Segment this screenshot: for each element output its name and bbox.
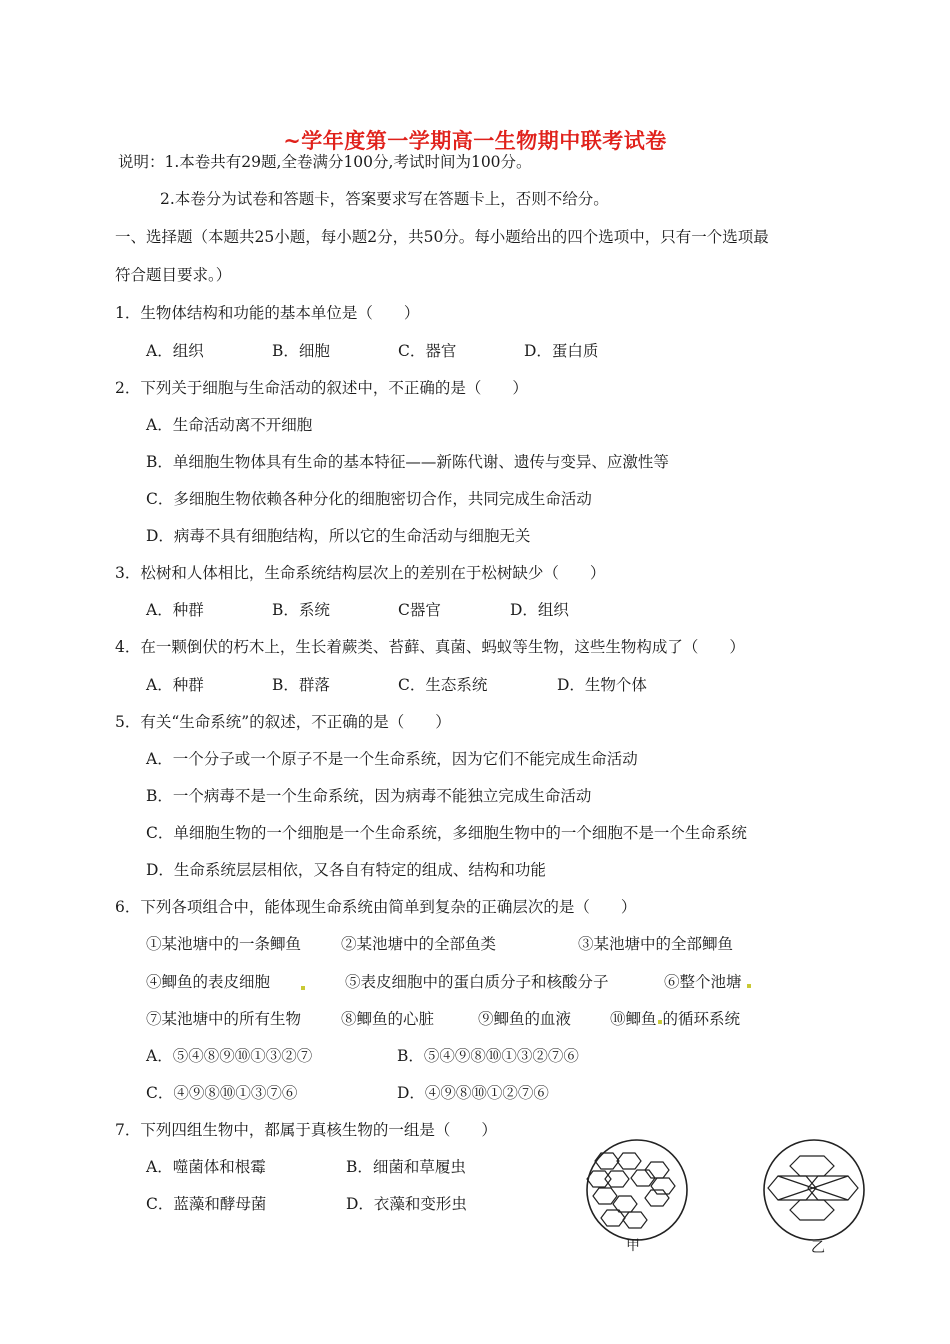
question-6-item-10: [610, 1009, 740, 1029]
question-6-item-8: ⑧鲫鱼的心脏: [341, 1010, 435, 1028]
question-6-item-6: ⑥整个池塘: [664, 973, 742, 991]
question-6-item-4: ④鲫鱼的表皮细胞: [146, 973, 271, 991]
question-3-option-d: D．组织: [510, 601, 569, 619]
question-1-option-b: B．细胞: [272, 342, 330, 360]
question-4-stem: 4．在一颗倒伏的朽木上，生长着蕨类、苔藓、真菌、蚂蚁等生物，这些生物构成了（ ）: [115, 638, 745, 656]
question-4-option-c: C．生态系统: [398, 676, 488, 694]
question-7-option-b: B．细菌和草履虫: [346, 1158, 466, 1176]
question-6-item-3: ③某池塘中的全部鲫鱼: [578, 935, 734, 953]
question-7-option-a: A．噬菌体和根霉: [146, 1158, 266, 1176]
question-3-stem: 3．松树和人体相比，生命系统结构层次上的差别在于松树缺少（ ）: [115, 564, 606, 582]
stray-mark: [658, 1020, 662, 1024]
question-6-item-7: ⑦某池塘中的所有生物: [146, 1010, 302, 1028]
figure-right-circle-with-hexagons: [760, 1138, 868, 1242]
question-7-option-c: C．蓝藻和酵母菌: [146, 1195, 267, 1213]
question-6-stem: 6．下列各项组合中，能体现生命系统由简单到复杂的正确层次的是（ ）: [115, 898, 637, 916]
stray-mark: [747, 984, 751, 988]
question-6-item-2: ②某池塘中的全部鱼类: [341, 935, 497, 953]
question-3-option-a: A．种群: [146, 601, 204, 619]
question-2-option-d: D．病毒不具有细胞结构，所以它的生命活动与细胞无关: [146, 527, 531, 545]
figure-left-label: 甲: [626, 1238, 640, 1254]
question-3-option-c: C器官: [398, 601, 441, 619]
question-1-option-a: A．组织: [146, 342, 204, 360]
question-4-option-b: B．群落: [272, 676, 330, 694]
section-heading-line-1: 一、选择题（本题共25小题，每小题2分，共50分。每小题给出的四个选项中，只有一个选项最: [115, 228, 769, 246]
question-5-stem: 5．有关“生命系统”的叙述，不正确的是（ ）: [115, 713, 451, 731]
question-1-option-c: C．器官: [398, 342, 457, 360]
figure-left-circle-with-hexagons: [583, 1138, 691, 1242]
question-2-option-c: C．多细胞生物依赖各种分化的细胞密切合作，共同完成生命活动: [146, 490, 592, 508]
question-6-item-10-part-a: ⑩鲫鱼: [610, 1010, 657, 1028]
question-6-option-a: A．⑤④⑧⑨⑩①③②⑦: [146, 1047, 313, 1065]
question-2-stem: 2．下列关于细胞与生命活动的叙述中，不正确的是（ ）: [115, 379, 528, 397]
question-7-stem: 7．下列四组生物中，都属于真核生物的一组是（ ）: [115, 1121, 497, 1139]
question-1-option-d: D．蛋白质: [524, 342, 599, 360]
question-5-option-a: A．一个分子或一个原子不是一个生命系统，因为它们不能完成生命活动: [146, 750, 638, 768]
question-6-option-b: B．⑤④⑨⑧⑩①③②⑦⑥: [397, 1047, 579, 1065]
question-5-option-d: D．生命系统层层相依，又各自有特定的组成、结构和功能: [146, 861, 546, 879]
question-2-option-b: B．单细胞生物体具有生命的基本特征——新陈代谢、遗传与变异、应激性等: [146, 453, 669, 471]
section-heading-line-2: 符合题目要求。）: [115, 266, 232, 284]
question-6-item-5: ⑤表皮细胞中的蛋白质分子和核酸分子: [345, 973, 609, 991]
question-6-item-1: ①某池塘中的一条鲫鱼: [146, 935, 302, 953]
question-6-item-9: ⑨鲫鱼的血液: [478, 1010, 572, 1028]
question-6-option-c: C．④⑨⑧⑩①③⑦⑥: [146, 1084, 298, 1102]
question-1-stem: 1．生物体结构和功能的基本单位是（ ）: [115, 304, 420, 322]
question-6-item-10-part-b: 的循环系统: [662, 1010, 741, 1028]
question-3-option-b: B．系统: [272, 601, 330, 619]
question-5-option-c: C．单细胞生物的一个细胞是一个生命系统，多细胞生物中的一个细胞不是一个生命系统: [146, 824, 747, 842]
question-5-option-b: B．一个病毒不是一个生命系统，因为病毒不能独立完成生命活动: [146, 787, 592, 805]
question-2-option-a: A．生命活动离不开细胞: [146, 416, 313, 434]
question-4-option-a: A．种群: [146, 676, 204, 694]
question-7-option-d: D．衣藻和变形虫: [346, 1195, 467, 1213]
figure-right-label: 乙: [811, 1240, 825, 1256]
question-4-option-d: D．生物个体: [557, 676, 647, 694]
question-6-option-d: D．④⑨⑧⑩①②⑦⑥: [397, 1084, 549, 1102]
note-1: 说明：1.本卷共有29题,全卷满分100分,考试时间为100分。: [118, 153, 532, 171]
note-2: 2.本卷分为试卷和答题卡，答案要求写在答题卡上，否则不给分。: [160, 190, 609, 208]
stray-mark: [301, 986, 305, 990]
exam-title: ~学年度第一学期高一生物期中联考试卷: [283, 128, 667, 153]
